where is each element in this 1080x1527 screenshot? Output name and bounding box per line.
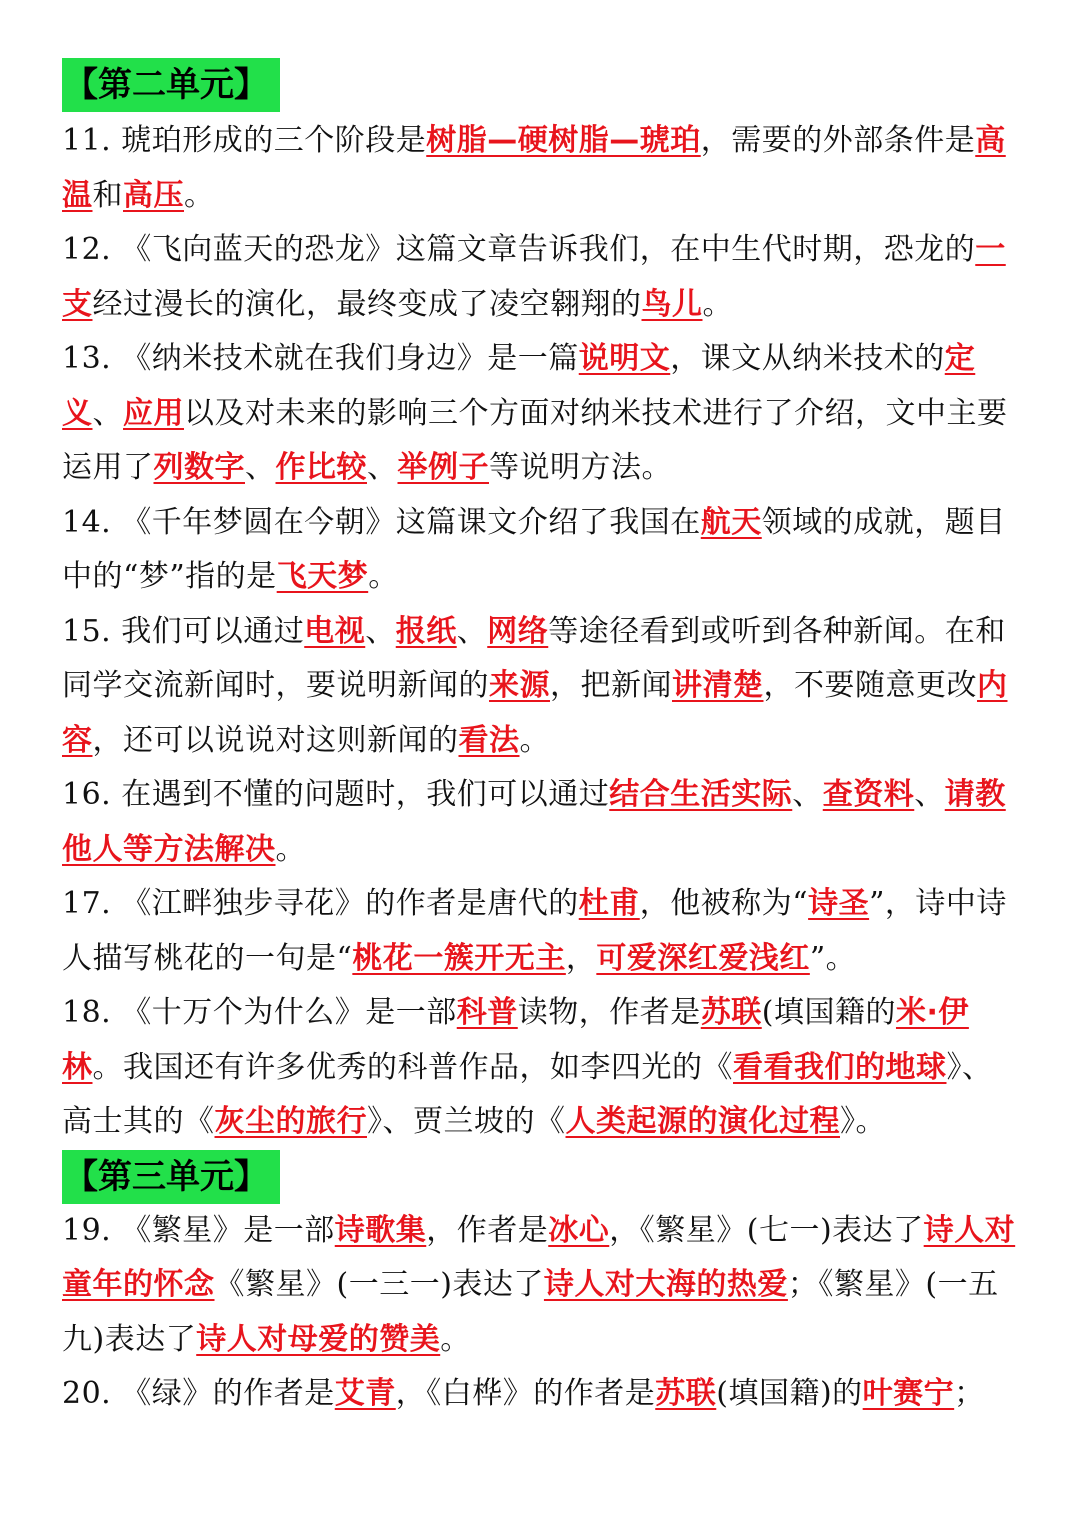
question-text: 经过漫长的演化，最终变成了凌空翱翔的	[92, 286, 642, 322]
question-text: 、	[456, 613, 488, 649]
item-20	[62, 1367, 1018, 1422]
question-text: 。	[275, 831, 306, 867]
answer-blank: 网络	[487, 613, 549, 649]
answer-blank: 航天	[700, 504, 762, 540]
answer-blank: 应用	[123, 395, 184, 431]
answer-blank: 苏联	[700, 995, 762, 1030]
answer-blank: 冰心	[548, 1212, 610, 1248]
item-15	[62, 605, 1018, 769]
question-text: 、	[245, 450, 276, 485]
answer-blank: 诗歌集	[334, 1212, 427, 1248]
question-text: 17. 《江畔独步寻花》的作者是唐代的	[62, 886, 579, 921]
question-text: ，他被称为“	[639, 886, 809, 921]
answer-blank: 诗人对童年的怀念	[62, 1212, 1016, 1302]
unit-2-heading: 【第二单元】	[62, 58, 280, 112]
question-text: 12. 《飞向蓝天的恐龙》这篇文章告诉我们，在中生代时期，恐龙的	[62, 232, 976, 267]
unit-3-heading: 【第三单元】	[62, 1150, 280, 1204]
question-text: ，不要随意更改	[763, 668, 977, 703]
question-text: 、	[365, 613, 396, 649]
question-text: ，课文从纳米技术的	[670, 341, 945, 376]
question-text: 《繁星》(一三一)表达了	[214, 1267, 544, 1302]
answer-blank: 灰尘的旅行	[214, 1104, 367, 1139]
question-text: 、	[914, 777, 945, 812]
question-text: 、	[92, 395, 123, 431]
question-text: 等说明方法。	[489, 450, 672, 485]
question-text: ，《白桦》的作者是	[395, 1376, 656, 1411]
answer-blank: 结合生活实际	[609, 777, 793, 812]
question-text: 等途径看到或听到各种新闻。在和同学交流新闻时，要说明新闻的	[62, 613, 1006, 703]
question-text: 以及对未来的影响三个方面对纳米技术进行了介绍，文中主要运用了	[62, 395, 1008, 485]
answer-blank: 请教他人等方法解决	[62, 777, 1006, 867]
answer-blank: 看看我们的地球	[733, 1049, 947, 1085]
answer-blank: 作比较	[275, 450, 367, 485]
answer-blank: 叶赛宁	[862, 1376, 955, 1411]
question-text: ，作者是	[426, 1212, 549, 1248]
question-text: 11. 琥珀形成的三个阶段是	[62, 123, 427, 158]
answer-blank: 定义	[62, 341, 976, 431]
item-16	[62, 768, 1018, 877]
question-text: 19. 《繁星》是一部	[62, 1212, 335, 1248]
answer-blank: 说明文	[578, 341, 671, 376]
answer-blank: 诗人对母爱的赞美	[196, 1321, 441, 1357]
question-text: 和	[92, 177, 123, 213]
answer-blank: 科普	[456, 995, 518, 1030]
answer-blank: 内容	[62, 668, 1008, 758]
answer-blank: 米·伊林	[62, 995, 969, 1085]
question-text: ，《繁星》(七一)表达了	[609, 1212, 924, 1248]
item-14	[62, 496, 1018, 605]
answer-blank: 列数字	[153, 450, 245, 485]
answer-blank: 一支	[62, 232, 1006, 322]
answer-blank: 举例子	[397, 450, 489, 485]
question-text: 》。	[840, 1104, 886, 1139]
item-19	[62, 1204, 1018, 1368]
question-text: ，	[565, 940, 597, 976]
item-18	[62, 986, 1018, 1150]
question-text: ，需要的外部条件是	[700, 123, 976, 158]
question-text: ”，诗中诗人描写桃花的一句是“	[62, 886, 1007, 976]
item-13	[62, 332, 1018, 496]
question-text: 20. 《绿》的作者是	[62, 1376, 335, 1411]
question-text: 、	[792, 777, 823, 812]
question-text: (填国籍)的	[716, 1376, 863, 1411]
question-text: 。我国还有许多优秀的科普作品，如李四光的《	[92, 1049, 733, 1085]
item-12	[62, 223, 1018, 332]
answer-blank: 树脂—硬树脂—琥珀	[426, 123, 701, 158]
answer-blank: 查资料	[822, 777, 915, 812]
answer-blank: 人类起源的演化过程	[565, 1104, 840, 1139]
answer-blank: 艾青	[334, 1376, 396, 1411]
answer-blank: 来源	[489, 668, 550, 703]
answer-blank: 看法	[458, 722, 520, 758]
question-text: 16. 在遇到不懂的问题时，我们可以通过	[62, 777, 610, 812]
question-text: ；	[954, 1376, 985, 1411]
question-text: ，还可以说说对这则新闻的	[92, 722, 459, 758]
question-text: ；《繁星》(一五九)表达了	[62, 1267, 999, 1357]
item-17	[62, 877, 1018, 986]
question-text: 。	[440, 1321, 471, 1357]
answer-blank: 飞天梦	[276, 559, 369, 594]
question-text: 。	[368, 559, 399, 594]
answer-blank: 讲清楚	[672, 668, 764, 703]
answer-blank: 高压	[123, 177, 184, 213]
question-text: 15. 我们可以通过	[62, 613, 305, 649]
question-text: 》、高士其的《	[62, 1049, 993, 1139]
answer-blank: 桃花一簇开无主	[352, 940, 566, 976]
question-text: 领域的成就，题目中的“梦”指的是	[62, 504, 1006, 594]
question-text: 13. 《纳米技术就在我们身边》是一篇	[62, 341, 579, 376]
answer-blank: 电视	[304, 613, 366, 649]
question-text: 。	[519, 722, 550, 758]
question-text: 、	[367, 450, 398, 485]
question-text: (填国籍的	[761, 995, 896, 1030]
answer-blank: 诗圣	[808, 886, 870, 921]
answer-blank: 报纸	[395, 613, 457, 649]
unit-3-items	[62, 1204, 1018, 1422]
question-text: ”。	[809, 940, 857, 976]
question-text: 》、贾兰坡的《	[367, 1104, 566, 1139]
answer-blank: 鸟儿	[641, 286, 703, 322]
question-text: 读物，作者是	[517, 995, 701, 1030]
answer-blank: 苏联	[655, 1376, 717, 1411]
unit-2-items	[62, 114, 1018, 1150]
question-text: 18. 《十万个为什么》是一部	[62, 995, 457, 1030]
answer-blank: 高温	[62, 123, 1006, 213]
answer-blank: 诗人对大海的热爱	[543, 1267, 788, 1302]
answer-blank: 可爱深红爱浅红	[596, 940, 810, 976]
question-text: 。	[184, 177, 215, 213]
question-text: 。	[702, 286, 733, 322]
question-text: 14. 《千年梦圆在今朝》这篇课文介绍了我国在	[62, 504, 701, 540]
item-11	[62, 114, 1018, 223]
answer-blank: 杜甫	[578, 886, 640, 921]
question-text: ，把新闻	[550, 668, 672, 703]
